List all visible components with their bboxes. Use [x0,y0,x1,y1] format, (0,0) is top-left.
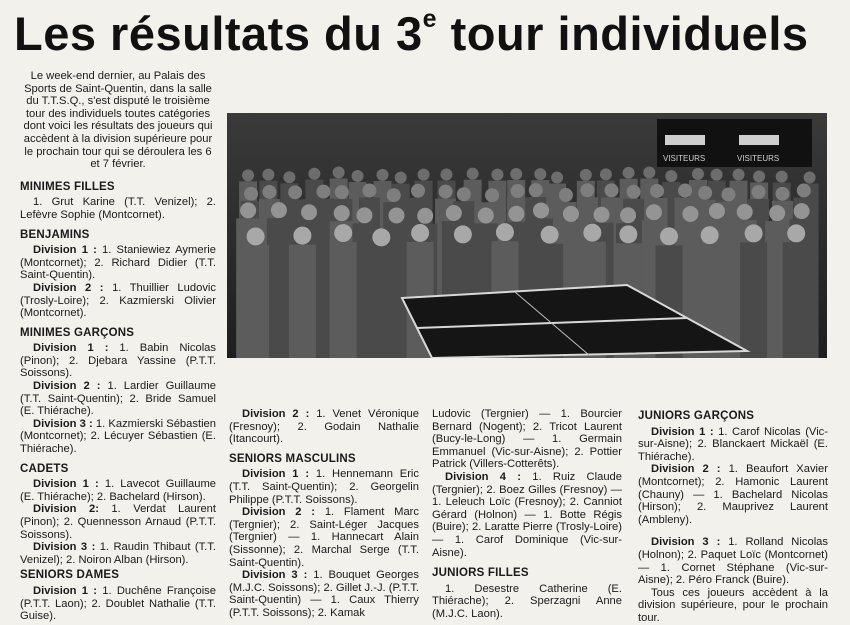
player-body [242,245,269,358]
player-head [454,225,472,243]
division-label: Division 2: [33,503,99,516]
player-head [334,205,350,221]
player-head [769,205,785,221]
player-body [330,242,357,358]
player-head [293,227,311,245]
player-head [388,207,404,223]
player-head [457,187,471,201]
minimes-filles-text: 1. Grut Karine (T.T. Venizel); 2. Lefèvre Sophie (Montcornet). [20,196,216,221]
player-head [701,226,719,244]
player-head [508,206,524,222]
player-head [316,185,330,199]
player-head [262,169,274,181]
player-head [541,226,559,244]
player-head [356,207,372,223]
division-text: 1. Lardier Guillaume (T.T. Saint-Quentin); 2. Bride Samuel (E. Thiérache). [20,380,216,418]
player-head [478,207,494,223]
division-label: Division 1 : [33,342,109,355]
player-head [787,224,805,242]
player-head [372,228,390,246]
player-head [301,204,317,220]
column-2 [229,408,419,620]
player-head [559,188,573,202]
player-head [418,169,430,181]
division-text: 1. Kazmierski Sébastien (Montcornet); 2. Lécuyer Sébastien (E. Thiérache). [20,417,216,456]
player-head [308,168,320,180]
division-text: 1. Duchêne Françoise (P.T.T. Laon); 2. Doublet Nathalie (T.T. Guise). [20,584,216,623]
player-head [563,206,579,222]
juniors-filles-text: 1. Desestre Catherine (E. Thiérache); 2. Sperzagni Anne (M.J.C. Laon). [432,582,622,620]
player-head [529,183,543,197]
closing-paragraph: Tous ces joueurs accèdent à la division supérieure, pour le prochain tour. [638,586,828,624]
player-head [627,185,641,199]
player-head [753,170,765,182]
column-3 [432,408,622,621]
division-label: Division 2 : [242,408,310,420]
player-head [262,185,276,199]
division-text: 1. Thuillier Ludovic (Trosly-Loire); 2. Kazmierski Olivier (Montcornet). [20,281,216,320]
heading-seniors-masculins: SENIORS MASCULINS [229,452,356,465]
player-head [439,185,453,199]
division-text: 1. Babin Nicolas (Pinon); 2. Djebara Yassine (P.T.T. Soissons). [20,342,217,380]
player-head [387,188,401,202]
player-head [619,225,637,243]
division-text: 1. Bouquet Georges (M.J.C. Soissons); 2. Gillet J.-J. (P.T.T. Saint-Quentin) — 1. Caux Thierry (P.T.T. Soissons); 2. Kamak [229,569,420,619]
player-head [411,184,425,198]
player-head [240,202,256,218]
player-head [775,187,789,201]
player-head [804,172,816,184]
division-label: Division 1 : [242,468,310,481]
team-photo [227,113,827,358]
player-head [709,203,725,219]
heading-juniors-garcons: JUNIORS GARÇONS [638,410,755,422]
photo-illustration [227,113,827,358]
player-head [643,167,655,179]
division-label: Division 1 : [33,584,97,597]
player-head [797,183,811,197]
player-head [446,205,462,221]
player-head [604,183,618,197]
heading-minimes-filles: MINIMES FILLES [20,180,115,193]
heading-cadets: CADETS [20,462,69,475]
player-head [395,172,407,184]
division-text: 1. Rolland Nicolas (Holnon); 2. Paquet Loïc (Montcornet) — 1. Cornet Stéphane (Vic-sur-Aisne); 2. Péro Franck (Buire). [638,536,828,587]
player-head [737,204,753,220]
division-text: 1. Venet Véronique (Fresnoy); 2. Godain Nathalie (Itancourt). [229,408,419,446]
player-body [267,218,291,358]
player-head [682,206,698,222]
player-head [665,170,677,182]
division-label: Division 4 : [445,470,522,483]
player-head [660,227,678,245]
division-label: Division 3 : [33,417,93,430]
player-head [533,202,549,218]
player-head [623,167,635,179]
column-1 [20,70,216,623]
heading-juniors-filles: JUNIORS FILLES [432,567,529,580]
player-head [600,168,612,180]
player-head [485,188,499,202]
division-label: Division 2 : [33,380,101,393]
player-head [362,184,376,198]
player-head [334,224,352,242]
player-head [692,168,704,180]
column-4 [638,410,828,625]
player-head [510,168,522,180]
player-head [333,166,345,178]
continued-text: Ludovic (Tergnier) — 1. Bourcier Bernard (Nogent); 2. Tricot Laurent (Bucy-le-Long) — 1. Germain Emmanuel (Vic-sur-Aisne); 2. Pottier Patrick (Villers-Cotterêts). [432,408,622,471]
player-head [580,183,594,197]
player-head [776,171,788,183]
heading-minimes-garcons: MINIMES GARÇONS [20,326,135,339]
division-label: Division 2 : [651,463,721,476]
division-label: Division 2 : [33,281,104,294]
division-label: Division 3 : [651,536,721,549]
player-head [440,169,452,181]
player-head [698,186,712,200]
division-text: 1. Raudin Thibaut (T.T. Venizel); 2. Noiron Alban (Hirson). [20,541,216,566]
player-head [247,227,265,245]
player-head [335,185,349,199]
player-head [594,207,610,223]
division-label: Division 2 : [242,506,316,519]
division-text: 1. Ruiz Claude (Tergnier); 2. Boez Gilles (Fresnoy) — 1. Leleuch Loïc (Fresnoy); 2. Canniot Gérard (Holnon) — 1. Botte Régis (Buire); 2. Laratte Pierre (Trosly-Loire) — 1. Carof Dominique (Vic-sur-Aisne). [432,470,622,559]
player-head [244,187,258,201]
player-head [646,204,662,220]
division-text: 1. Beaufort Xavier (Montcornet); 2. Hamonic Laurent (Chauny) — 1. Bachelard Nicolas (Hirson); 2. Mauprivez Laurent (Ambleny). [638,463,828,526]
player-head [721,188,735,202]
intro-paragraph: Le week-end dernier, au Palais des Sports de Saint-Quentin, dans la salle du T.T.S.Q., s'est disputé le troisième tour des individuels toutes catégories dont voici les résultats des joueurs qui accèdent à la division supérieure pour le prochain tour qui se déroulera les 6 et 7 février. [23,70,213,171]
player-head [551,172,563,184]
player-head [352,170,364,182]
player-head [288,185,302,199]
player-head [733,169,745,181]
division-label: Division 1 : [651,425,714,438]
player-head [678,184,692,198]
player-head [271,202,287,218]
player-head [496,223,514,241]
division-text: 1. Carof Nicolas (Vic-sur-Aisne); 2. Blanckaert Mickaël (E. Thiérache). [638,425,828,463]
division-text: 1. Lavecot Guillaume (E. Thiérache); 2. Bachelard (Hirson). [20,478,216,503]
player-head [751,185,765,199]
player-head [534,168,546,180]
scoreboard-right-label: VISITEURS [737,154,780,163]
player-head [411,224,429,242]
player-body [368,246,395,358]
player-body [740,242,767,358]
scoreboard-left-label: VISITEURS [663,154,706,163]
player-head [580,169,592,181]
heading-benjamins: BENJAMINS [20,228,90,241]
player-head [242,169,254,181]
player-body [783,242,810,358]
player-head [417,208,433,224]
player-head [583,224,601,242]
player-head [376,169,388,181]
player-head [491,169,503,181]
division-label: Division 3 : [33,541,96,554]
player-head [745,224,763,242]
division-label: Division 1 : [33,478,99,491]
player-head [467,168,479,180]
division-label: Division 3 : [242,569,308,582]
player-head [711,169,723,181]
player-head [794,203,810,219]
heading-seniors-dames: SENIORS DAMES [20,569,120,582]
player-head [283,171,295,183]
player-head [511,184,525,198]
player-head [620,207,636,223]
division-text: 1. Verdat Laurent (Pinon); 2. Quennesson Arnaud (P.T.T. Soissons). [20,503,216,541]
division-label: Division 1 : [33,244,97,257]
division-text: 1. Hennemann Eric (T.T. Saint-Quentin); 2. Georgelin Philippe (P.T.T. Soissons). [229,468,419,506]
division-text: 1. Staniewiez Aymerie (Montcornet); 2. Richard Didier (T.T. Saint-Quentin). [20,244,217,282]
player-body [289,245,316,358]
player-head [650,184,664,198]
division-text: 1. Flament Marc (Tergnier); 2. Saint-Léger Jacques (Tergnier) — 1. Hannecart Alain (Sissonne); 2. Marchal Serge (T.T. Saint-Quentin). [229,506,419,569]
headline: Les résultats du 3e tour individuels [14,5,809,60]
